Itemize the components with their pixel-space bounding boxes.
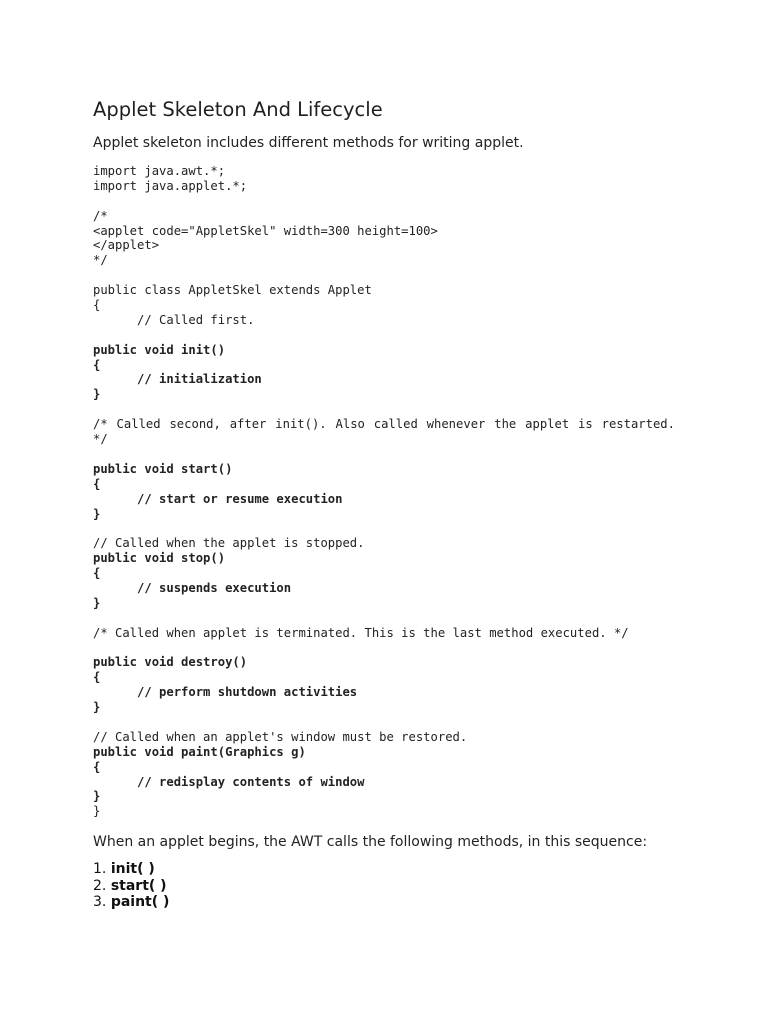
code-line: { — [93, 759, 101, 774]
code-line: /* — [93, 208, 108, 223]
code-blank-line — [93, 194, 675, 209]
sequence-item — [93, 861, 675, 878]
sequence-item — [93, 894, 675, 911]
code-line: public void init() — [93, 342, 226, 357]
code-blank-line — [93, 268, 675, 283]
code-blank-line — [93, 328, 675, 343]
code-line: { — [93, 298, 101, 313]
sequence-method: init( ) — [110, 861, 155, 878]
code-comment-block: /* Called when applet is terminated. This is the last method executed. */ — [93, 625, 629, 640]
sequence-item — [93, 878, 675, 895]
code-line: // perform shutdown activities — [93, 685, 358, 700]
code-line: } — [93, 387, 101, 402]
code-blank-line — [93, 641, 675, 656]
sequence-number: 1. — [93, 861, 107, 878]
code-line: // Called first. — [93, 312, 255, 327]
code-line: public void paint(Graphics g) — [93, 744, 306, 759]
code-line: public void start() — [93, 461, 233, 476]
code-line: public class AppletSkel extends Applet — [93, 283, 372, 298]
code-blank-line — [93, 402, 675, 417]
code-line: { — [93, 476, 101, 491]
code-line: </applet> — [93, 238, 160, 253]
code-line: import java.applet.*; — [93, 178, 248, 193]
code-line: { — [93, 670, 101, 685]
code-line: // start or resume execution — [93, 491, 343, 506]
code-line: } — [93, 595, 101, 610]
code-line: */ — [93, 253, 108, 268]
sequence-method: paint( ) — [110, 894, 170, 911]
code-line: } — [93, 506, 101, 521]
code-line: public void destroy() — [93, 655, 248, 670]
sequence-intro: When an applet begins, the AWT calls the following methods, in this sequence: — [93, 834, 648, 851]
sequence-method: start( ) — [110, 877, 167, 894]
intro-paragraph: Applet skeleton includes different methods for writing applet. — [93, 135, 524, 151]
code-blank-line — [93, 611, 675, 626]
sequence-number: 2. — [93, 877, 107, 894]
sequence-number: 3. — [93, 894, 107, 911]
code-line: // suspends execution — [93, 580, 292, 595]
code-line: import java.awt.*; — [93, 164, 226, 178]
code-line: // Called when an applet's window must be restored. — [93, 729, 468, 744]
lifecycle-sequence-list — [93, 861, 675, 911]
code-line: // Called when the applet is stopped. — [93, 536, 365, 551]
code-line: { — [93, 357, 101, 372]
code-comment-block: /* Called second, after init(). Also called whenever the applet is restarted. */ — [93, 417, 675, 447]
code-line: // redisplay contents of window — [93, 774, 365, 789]
code-blank-line — [93, 715, 675, 730]
code-listing — [93, 164, 675, 819]
code-line: <applet code="AppletSkel" width=300 height=100> — [93, 223, 438, 238]
code-line: } — [93, 789, 101, 804]
code-blank-line — [93, 521, 675, 536]
page-title: Applet Skeleton And Lifecycle — [93, 98, 383, 121]
document-page — [93, 98, 675, 911]
code-line: { — [93, 566, 101, 581]
code-blank-line — [93, 447, 675, 462]
code-line: } — [93, 700, 101, 715]
code-line: // initialization — [93, 372, 262, 387]
code-line: public void stop() — [93, 551, 226, 566]
code-line: } — [93, 804, 101, 819]
